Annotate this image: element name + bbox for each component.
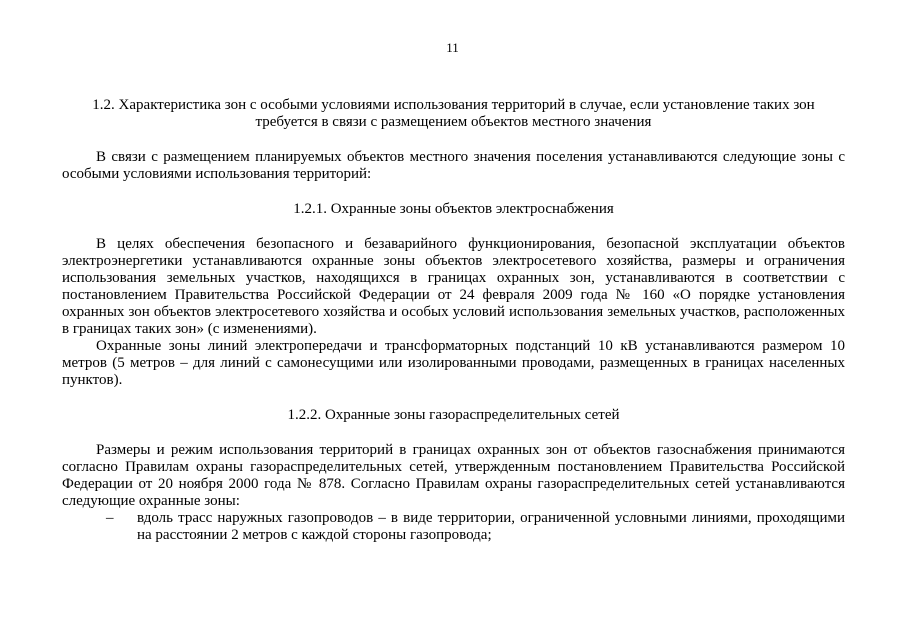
dash-bullet-icon: – xyxy=(106,510,114,526)
subsection-2-heading: 1.2.2. Охранные зоны газораспределительных сетей xyxy=(287,407,620,423)
spacer xyxy=(62,218,845,236)
spacer xyxy=(62,183,845,201)
subsection-2-paragraph: Размеры и режим использования территорий в границах охранных зон от объектов газоснабжения принимаются согласно Правилам охраны газораспределительных сетей, утвержденным постановлением Правительства Российской Федерации от 20 ноября 2000 года № 878. Согласно Правилам охраны газораспределительных сетей устанавливаются следующие охранные зоны: xyxy=(62,442,845,509)
list-item-text: вдоль трасс наружных газопроводов – в виде территории, ограниченной условными линиями, проходящими на расстоянии 2 метров с каждой стороны газопровода; xyxy=(137,510,845,543)
spacer xyxy=(62,131,845,149)
subsection-1-paragraph-1: В целях обеспечения безопасного и безаварийного функционирования, безопасной эксплуатации объектов электроэнергетики устанавливаются охранные зоны объектов электросетевого хозяйства, размеры и ограничения использования земельных участков, находящихся в границах охранных зон, устанавливаются в соответствии с постановлением Правительства Российской Федерации от 24 февраля 2009 года № 160 «О порядке установления охранных зон объектов электросетевого хозяйства и особых условий использования земельных участков, расположенных в границах таких зон» (с изменениями). xyxy=(62,236,845,337)
document-body xyxy=(62,97,845,544)
subsection-1-paragraph-2: Охранные зоны линий электропередачи и трансформаторных подстанций 10 кВ устанавливаются размером 10 метров (5 метров – для линий с самонесущими или изолированными проводами, размещенных в границах населенных пунктов). xyxy=(62,338,845,388)
subsection-1-heading: 1.2.1. Охранные зоны объектов электроснабжения xyxy=(293,201,614,217)
section-intro-paragraph: В связи с размещением планируемых объектов местного значения поселения устанавливаются следующие зоны с особыми условиями использования территорий: xyxy=(62,149,845,182)
spacer xyxy=(62,389,845,407)
page-number: 11 xyxy=(446,40,459,55)
spacer xyxy=(62,424,845,442)
list-item xyxy=(62,510,845,544)
bullet-list xyxy=(62,510,845,544)
section-heading: 1.2. Характеристика зон с особыми условиями использования территорий в случае, если установление таких зон требуется в связи с размещением объектов местного значения xyxy=(92,97,815,130)
